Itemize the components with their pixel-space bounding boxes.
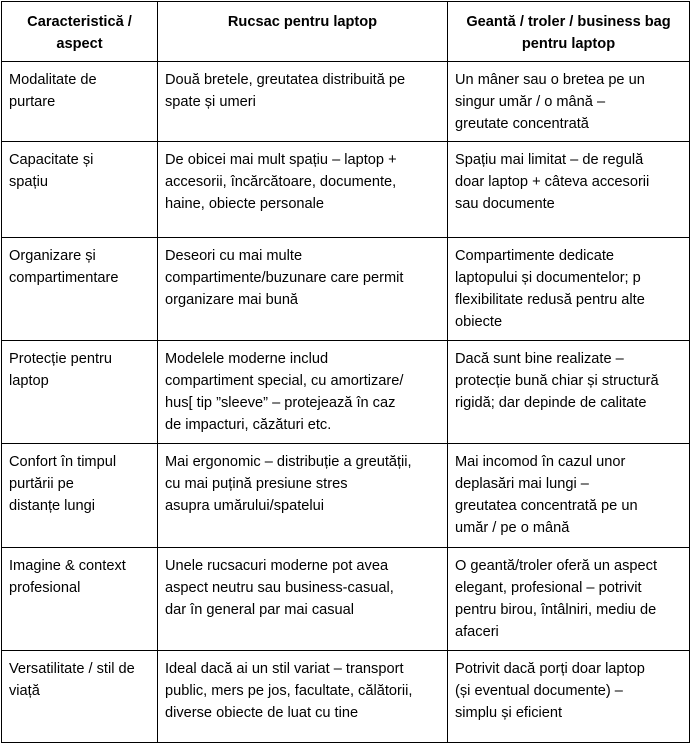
- cell-backpack: De obicei mai mult spațiu – laptop + accesorii, încărcătoare, documente, haine, obiecte personale: [158, 142, 448, 238]
- cell-backpack: Ideal dacă ai un stil variat – transport public, mers pe jos, facultate, călătorii, diverse obiecte de luat cu tine: [158, 651, 448, 743]
- cell-bag: Mai incomod în cazul unor deplasări mai lungi – greutatea concentrată pe un umăr / pe o mână: [448, 444, 690, 548]
- cell-aspect: Organizare și compartimentare: [2, 238, 158, 341]
- cell-aspect: Confort în timpul purtării pe distanțe lungi: [2, 444, 158, 548]
- cell-aspect: Protecție pentru laptop: [2, 341, 158, 444]
- table-row: [2, 142, 690, 238]
- table-row: [2, 341, 690, 444]
- cell-bag: Potrivit dacă porți doar laptop (și eventual documente) – simplu și eficient: [448, 651, 690, 743]
- cell-backpack: Mai ergonomic – distribuție a greutății, cu mai puțină presiune stres asupra umărului/spatelui: [158, 444, 448, 548]
- cell-aspect: Imagine & context profesional: [2, 548, 158, 651]
- table-header-row: [2, 2, 690, 62]
- cell-bag: Spațiu mai limitat – de regulă doar laptop + câteva accesorii sau documente: [448, 142, 690, 238]
- table-row: [2, 651, 690, 743]
- table-row: [2, 548, 690, 651]
- cell-bag: Un mâner sau o bretea pe un singur umăr / o mână – greutate concentrată: [448, 62, 690, 142]
- cell-backpack: Unele rucsacuri moderne pot avea aspect neutru sau business-casual, dar în general par mai casual: [158, 548, 448, 651]
- header-bag: Geantă / troler / business bag pentru laptop: [448, 2, 690, 62]
- cell-bag: Compartimente dedicate laptopului și documentelor; p flexibilitate redusă pentru alte obiecte: [448, 238, 690, 341]
- cell-aspect: Versatilitate / stil de viață: [2, 651, 158, 743]
- cell-aspect: Capacitate și spațiu: [2, 142, 158, 238]
- table-row: [2, 62, 690, 142]
- cell-bag: Dacă sunt bine realizate – protecție bună chiar și structură rigidă; dar depinde de calitate: [448, 341, 690, 444]
- header-backpack: Rucsac pentru laptop: [158, 2, 448, 62]
- cell-bag: O geantă/troler oferă un aspect elegant, profesional – potrivit pentru birou, întâlniri, mediu de afaceri: [448, 548, 690, 651]
- table-row: [2, 238, 690, 341]
- comparison-table: [1, 1, 690, 743]
- cell-backpack: Modelele moderne includ compartiment special, cu amortizare/ hus[ tip ”sleeve” – protejează în caz de impacturi, căzături etc.: [158, 341, 448, 444]
- cell-backpack: Două bretele, greutatea distribuită pe spate și umeri: [158, 62, 448, 142]
- cell-backpack: Deseori cu mai multe compartimente/buzunare care permit organizare mai bună: [158, 238, 448, 341]
- cell-aspect: Modalitate de purtare: [2, 62, 158, 142]
- header-aspect: Caracteristică / aspect: [2, 2, 158, 62]
- table-row: [2, 444, 690, 548]
